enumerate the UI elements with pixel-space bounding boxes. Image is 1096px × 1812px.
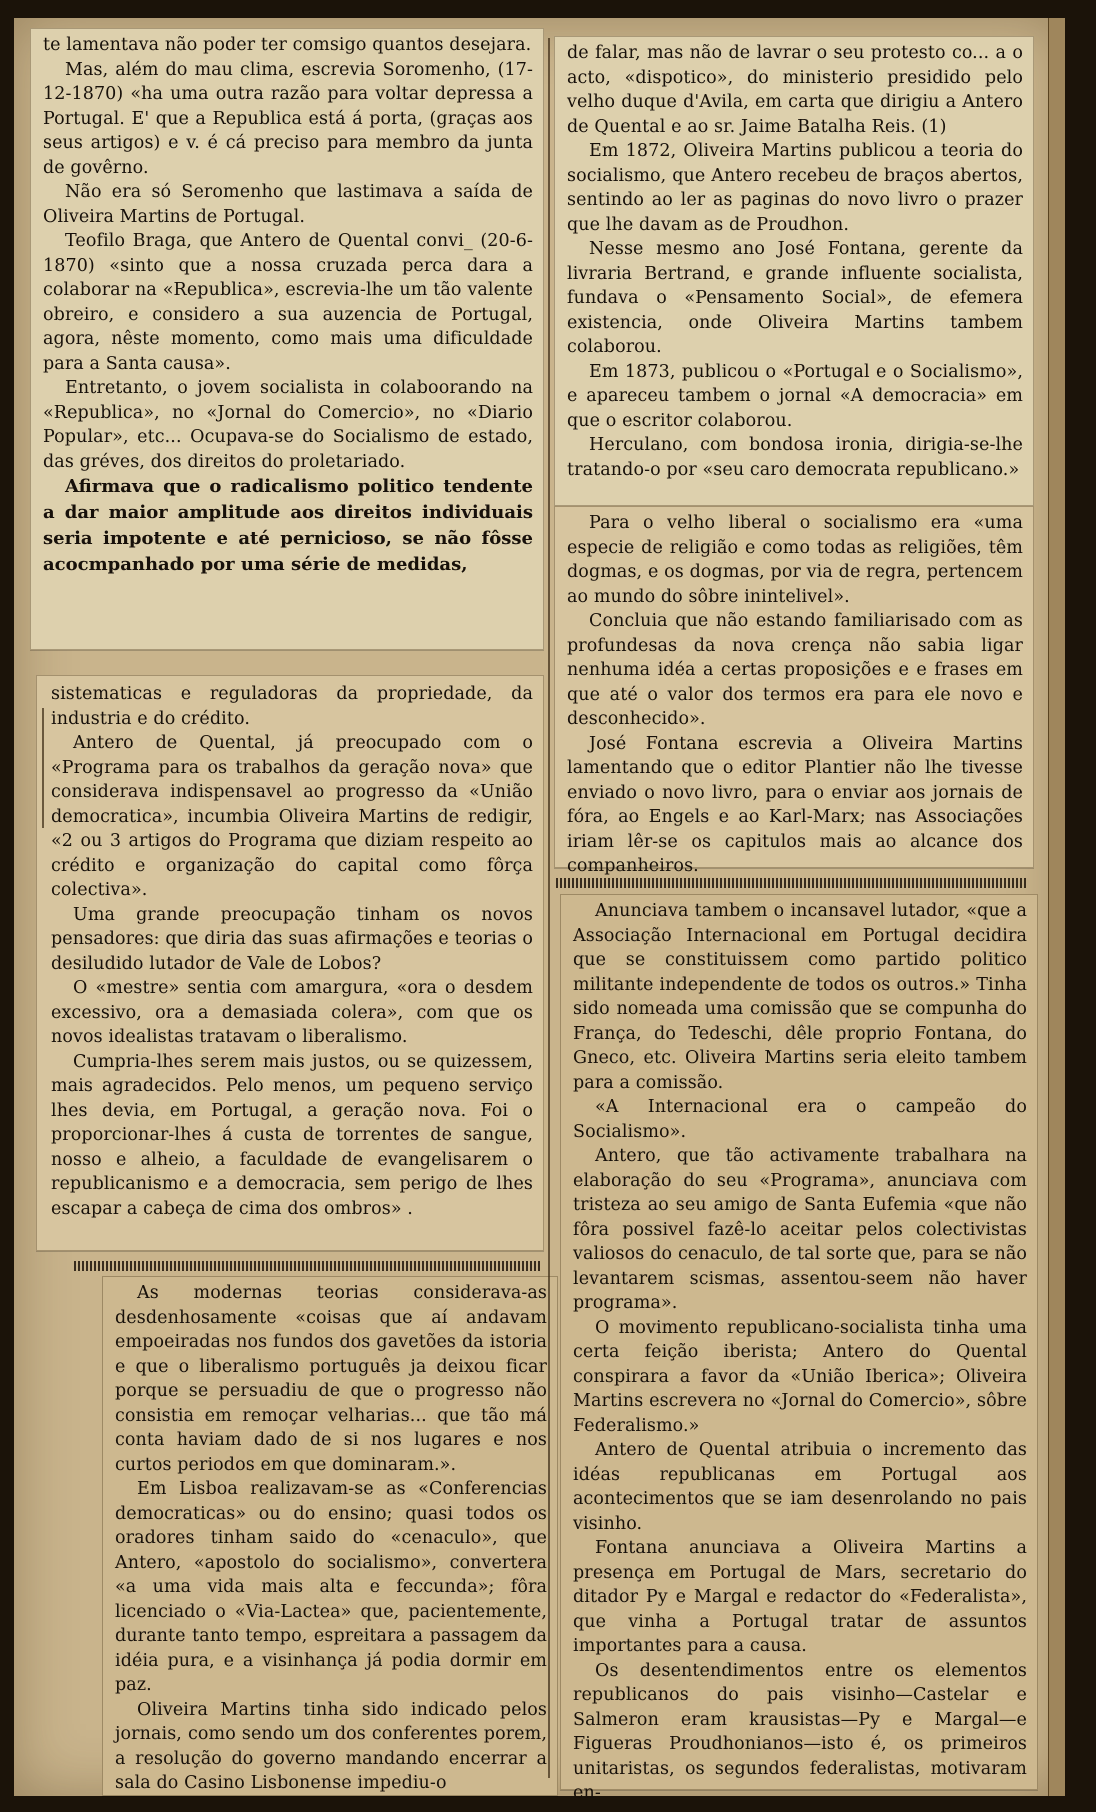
right-clipping-3 <box>560 894 1038 1803</box>
paragraph: Concluia que não estando familiarisado com as profundesas da nova crença não sabia ligar nenhuma idéa a certas proposições e e frases em que até o valor dos termos era para ele novo e desconhecido». <box>567 611 1023 729</box>
paragraph: Entretanto, o jovem socialista in colaboorando na «Republica», no «Jornal do Comercio», no «Diario Popular», etc... Ocupava-se do Socialismo de estado, das gréves, dos direitos do proletariado. <box>43 378 533 472</box>
right-clipping-1 <box>554 36 1034 506</box>
left-clipping-3 <box>102 1276 558 1796</box>
right-clipping-2 <box>554 506 1034 876</box>
paragraph: Oliveira Martins tinha sido indicado pelos jornais, como sendo um dos conferentes porem, a resolução do governo mandando encerrar a sala do Casino Lisbonense impediu-o <box>115 1699 547 1793</box>
paragraph: Em Lisboa realizavam-se as «Conferencias democraticas» ou do ensino; quasi todos os oradores tinham saido do «cenaculo», que Antero, «apostolo do socialismo», convertera «a uma vida mais alta e feccunda»; fôra licenciado o «Via-Lactea» que, pacientemente, durante tanto tempo, espreitara a passagem da idéia pura, e a visinhança já podia dormir em paz. <box>115 1479 547 1695</box>
paragraph: Para o velho liberal o socialismo era «uma especie de religião e como todas as religiões, têm dogmas, e os dogmas, por via de regra, pertencem ao mundo do sôbre inintelivel». <box>567 513 1023 607</box>
paragraph: Fontana anunciava a Oliveira Martins a presença em Portugal de Mars, secretario do ditador Py e Margal e redactor do «Federalista», que vinha a Portugal tratar de assuntos importantes para a causa. <box>573 1538 1027 1656</box>
paragraph: te lamentava não poder ter comsigo quantos desejara. <box>43 35 532 55</box>
paragraph: de falar, mas não de lavrar o seu protesto co... a o acto, «dispotico», do ministerio presidido pelo velho duque d'Avila, em carta que dirigiu a Antero de Quental e ao sr. Jaime Batalha Reis. (1) <box>567 43 1023 137</box>
page-gutter <box>1048 18 1065 1796</box>
paragraph: Herculano, com bondosa ironia, dirigia-se-lhe tratando-o por «seu caro democrata republicano.» <box>567 435 1023 480</box>
left-clipping-2 <box>36 675 544 1251</box>
paragraph: Mas, além do mau clima, escrevia Soromenho, (17-12-1870) «ha uma outra razão para voltar depressa a Portugal. E' que a Republica está á porta, (graças aos seus artigos) e v. é cá preciso para membro da junta de govêrno. <box>43 59 533 178</box>
paragraph: Os desentendimentos entre os elementos republicanos do pais visinho—Castelar e Salmeron eram krausistas—Py e Margal—e Figueras Proudhonianos—isto é, os primeiros unitaristas, os segundos federalistas, motivaram en- <box>573 1660 1027 1803</box>
clipping-edge <box>42 708 44 828</box>
paragraph: Nesse mesmo ano José Fontana, gerente da livraria Bertrand, e grande influente socialista, fundava o «Pensamento Social», de efemera existencia, onde Oliveira Martins tambem colaborou. <box>567 239 1023 357</box>
paragraph: Em 1872, Oliveira Martins publicou a teoria do socialismo, que Antero recebeu de braços abertos, sentindo ao ler as paginas do novo livro o prazer que lhe davam as de Proudhon. <box>567 141 1023 235</box>
left-clipping-1 <box>30 28 544 650</box>
column-divider <box>548 38 550 1778</box>
paragraph: Anunciava tambem o incansavel lutador, «que a Associação Internacional em Portugal decidira que se constituissem como partido politico militante independente de todos os outros.» Tinha sido nomeada uma comissão que se compunha do França, do Tedeschi, dêle proprio Fontana, do Gneco, etc. Oliveira Martins seria eleito tambem para a comissão. <box>573 901 1027 1093</box>
paragraph: As modernas teorias considerava-as desdenhosamente «coisas que aí andavam empoeiradas nos fundos dos gavetões da istoria e que o liberalismo português ja deixou ficar porque se persuadiu de que o progresso não consistia em remoçar velharias... que tão má conta haviam dado de si nos lugares e nos curtos periodos em que dominaram.». <box>115 1283 547 1475</box>
rule-divider <box>74 1261 542 1271</box>
bold-paragraph: Afirmava que o radicalismo politico tendente a dar maior amplitude aos direitos individuais seria impotente e até pernicioso, se não fôsse acocmpanhado por uma série de medidas, <box>43 476 533 575</box>
paragraph: José Fontana escrevia a Oliveira Martins lamentando que o editor Plantier não lhe tivesse enviado o novo livro, para o enviar aos jornais de fóra, ao Engels e ao Karl-Marx; nas Associações iriam lêr-se os capitulos mais ao alcance dos companheiros. <box>567 733 1023 876</box>
paragraph: sistematicas e reguladoras da propriedade, da industria e do crédito. <box>51 684 533 729</box>
paragraph: Antero de Quental, já preocupado com o «Programa para os trabalhos da geração nova» que considerava indispensavel ao progresso da «União democratica», incumbia Oliveira Martins de redigir, «2 ou 3 artigos do Programa que diziam respeito ao crédito e organização do capital como fôrça colectiva». <box>51 733 533 900</box>
paragraph: Teofilo Braga, que Antero de Quental convi_ (20-6-1870) «sinto que a nossa cruzada perca dara a colaborar na «Republica», escrevia-lhe um tão valente obreiro, e considero a sua auzencia de Portugal, agora, nêste momento, como mais uma dificuldade para a Santa causa». <box>43 231 533 374</box>
paragraph: Não era só Seromenho que lastimava a saída de Oliveira Martins de Portugal. <box>43 182 533 227</box>
paragraph: Em 1873, publicou o «Portugal e o Socialismo», e apareceu tambem o jornal «A democracia» em que o escritor colaborou. <box>567 361 1023 431</box>
paragraph: O movimento republicano-socialista tinha uma certa feição iberista; Antero do Quental conspirara a favor da «União Iberica»; Oliveira Martins escrevera no «Jornal do Comercio», sôbre Federalismo.» <box>573 1317 1027 1436</box>
paragraph: O «mestre» sentia com amargura, «ora o desdem excessivo, ora a demasiada colera», com que os novos idealistas tratavam o liberalismo. <box>51 978 533 1047</box>
rule-divider <box>556 878 1026 888</box>
paragraph: Cumpria-lhes serem mais justos, ou se quizessem, mais agradecidos. Pelo menos, um pequeno serviço lhes devia, em Portugal, a geração nova. Foi o proporcionar-lhes á custa de torrentes de sangue, nosso e alheio, a faculdade de evangelisarem o republicanismo e a democracia, sem perigo de lhes escapar a cabeça de cima dos ombros» . <box>51 1051 533 1219</box>
paragraph: Antero, que tão activamente trabalhara na elaboração do seu «Programa», anunciava com tristeza ao seu amigo de Santa Eufemia «que não fôra possivel fazê-lo aceitar pelos colectivistas valiosos do cenaculo, de tal sorte que, para se não levantarem scismas, assentou-seem não haver programa». <box>573 1146 1027 1313</box>
paragraph: Uma grande preocupação tinham os novos pensadores: que diria das suas afirmações e teorias o desiludido lutador de Vale de Lobos? <box>51 904 533 974</box>
newspaper-scrapbook-page <box>14 18 1064 1803</box>
paragraph: Antero de Quental atribuia o incremento das idéas republicanas em Portugal aos acontecimentos que se iam desenrolando no pais visinho. <box>573 1440 1027 1534</box>
paragraph: «A Internacional era o campeão do Socialismo». <box>573 1097 1027 1142</box>
